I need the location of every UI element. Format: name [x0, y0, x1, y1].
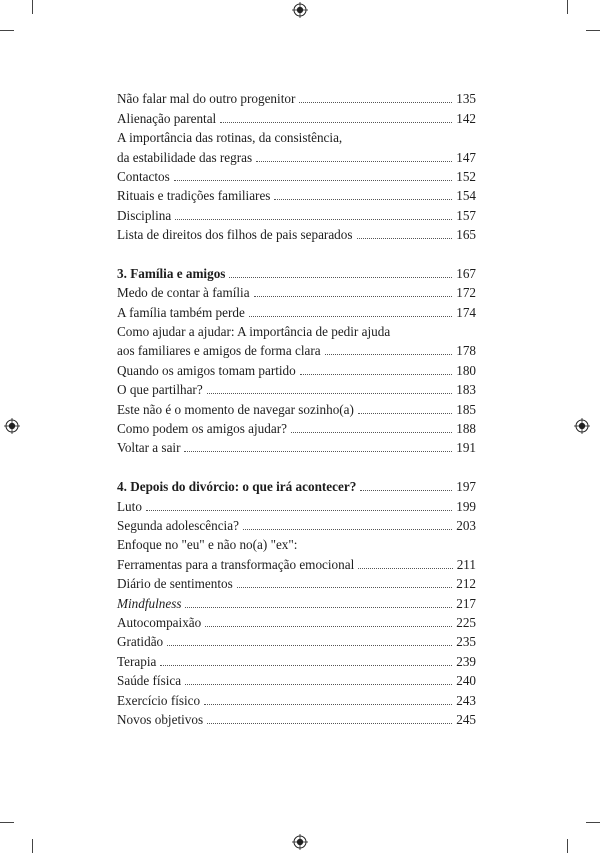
toc-entry[interactable]: [117, 224, 476, 243]
toc-entry[interactable]: [117, 185, 476, 204]
dot-leader: [243, 528, 452, 530]
toc-entry[interactable]: [117, 573, 476, 592]
registration-mark-icon: [292, 834, 308, 850]
toc-entry-title: Disciplina: [117, 207, 172, 223]
toc-entry-title: Exercício físico: [117, 692, 201, 708]
registration-mark-icon: [574, 418, 590, 434]
toc-entry-title: O que partilhar?: [117, 382, 203, 398]
toc-entry-page: 191: [456, 440, 476, 456]
toc-entry[interactable]: [117, 534, 476, 553]
toc-entry-page: 135: [456, 91, 476, 107]
toc-entry-title: Não falar mal do outro progenitor: [117, 91, 296, 107]
toc-entry-page: 235: [456, 634, 476, 650]
section-gap: [117, 243, 476, 262]
toc-entry[interactable]: [117, 127, 476, 146]
toc-entry-page: 197: [456, 479, 476, 495]
toc-entry-title: Luto: [117, 498, 142, 514]
toc-entry-page: 183: [456, 382, 476, 398]
toc-entry-title: Gratidão: [117, 634, 164, 650]
toc-entry[interactable]: [117, 340, 476, 359]
crop-mark-icon: [32, 0, 33, 14]
toc-entry-title: Este não é o momento de navegar sozinho(a): [117, 401, 354, 417]
toc-entry[interactable]: [117, 321, 476, 340]
dot-leader: [325, 353, 453, 355]
toc-entry[interactable]: [117, 437, 476, 456]
table-of-contents: [117, 88, 476, 728]
toc-entry-title: Rituais e tradições familiares: [117, 188, 271, 204]
toc-entry-page: 142: [456, 110, 476, 126]
toc-entry-title: Como ajudar a ajudar: A importância de pedir ajuda: [117, 324, 391, 340]
crop-mark-icon: [567, 839, 568, 853]
dot-leader: [360, 489, 452, 491]
toc-entry[interactable]: [117, 359, 476, 378]
toc-entry-page: 240: [456, 673, 476, 689]
toc-entry-page: 178: [456, 343, 476, 359]
toc-entry-page: 211: [456, 556, 476, 572]
toc-entry[interactable]: [117, 495, 476, 514]
dot-leader: [207, 722, 452, 724]
dot-leader: [249, 315, 452, 317]
crop-mark-icon: [586, 30, 600, 31]
toc-entry-title: A importância das rotinas, da consistência,: [117, 130, 343, 146]
toc-entry-title: Segunda adolescência?: [117, 517, 239, 533]
toc-entry-page: 203: [456, 517, 476, 533]
dot-leader: [220, 121, 452, 123]
toc-entry-page: 199: [456, 498, 476, 514]
dot-leader: [237, 586, 452, 588]
dot-leader: [299, 101, 452, 103]
toc-entry-title: Como podem os amigos ajudar?: [117, 421, 287, 437]
toc-entry[interactable]: [117, 670, 476, 689]
dot-leader: [205, 625, 452, 627]
dot-leader: [184, 450, 452, 452]
toc-entry-page: 172: [456, 285, 476, 301]
crop-mark-icon: [0, 822, 14, 823]
crop-mark-icon: [586, 822, 600, 823]
toc-entry-page: 167: [456, 265, 476, 281]
toc-entry-page: 188: [456, 421, 476, 437]
toc-entry-title: 4. Depois do divórcio: o que irá acontecer?: [117, 479, 357, 495]
crop-mark-icon: [567, 0, 568, 14]
toc-entry[interactable]: [117, 612, 476, 631]
toc-entry-title: Quando os amigos tomam partido: [117, 362, 296, 378]
toc-entry-title: Ferramentas para a transformação emocional: [117, 556, 355, 572]
toc-entry[interactable]: [117, 650, 476, 669]
dot-leader: [274, 198, 452, 200]
toc-entry-title: Voltar a sair: [117, 440, 181, 456]
toc-entry[interactable]: [117, 379, 476, 398]
toc-entry-page: 174: [456, 304, 476, 320]
toc-entry[interactable]: [117, 166, 476, 185]
toc-entry-page: 165: [456, 227, 476, 243]
toc-entry-title: Novos objetivos: [117, 711, 204, 727]
crop-mark-icon: [32, 839, 33, 853]
toc-entry-title: Contactos: [117, 168, 170, 184]
toc-entry-page: 180: [456, 362, 476, 378]
toc-entry-title: Enfoque no "eu" e não no(a) "ex":: [117, 537, 298, 553]
toc-entry-title: da estabilidade das regras: [117, 149, 253, 165]
dot-leader: [357, 237, 453, 239]
toc-entry-page: 185: [456, 401, 476, 417]
toc-chapter-heading[interactable]: [117, 476, 476, 495]
toc-entry[interactable]: [117, 689, 476, 708]
toc-entry-title: Lista de direitos dos filhos de pais separados: [117, 227, 353, 243]
toc-entry-page: 152: [456, 168, 476, 184]
dot-leader: [167, 644, 452, 646]
toc-entry-page: 212: [456, 576, 476, 592]
toc-entry-title: 3. Família e amigos: [117, 265, 226, 281]
dot-leader: [204, 703, 452, 705]
toc-entry[interactable]: [117, 709, 476, 728]
toc-entry-page: 147: [456, 149, 476, 165]
toc-entry-title: Mindfulness: [117, 595, 182, 611]
dot-leader: [256, 160, 452, 162]
toc-entry[interactable]: [117, 515, 476, 534]
dot-leader: [146, 509, 452, 511]
toc-entry-page: 225: [456, 614, 476, 630]
toc-entry-title: A família também perde: [117, 304, 245, 320]
toc-entry[interactable]: [117, 398, 476, 417]
toc-entry-page: 157: [456, 207, 476, 223]
registration-mark-icon: [4, 418, 20, 434]
dot-leader: [174, 179, 452, 181]
toc-entry-title: Alienação parental: [117, 110, 217, 126]
toc-entry[interactable]: [117, 631, 476, 650]
dot-leader: [358, 412, 452, 414]
toc-entry-title: aos familiares e amigos de forma clara: [117, 343, 321, 359]
toc-entry[interactable]: [117, 88, 476, 107]
toc-entry[interactable]: [117, 107, 476, 126]
toc-entry[interactable]: [117, 301, 476, 320]
dot-leader: [160, 664, 452, 666]
crop-mark-icon: [0, 30, 14, 31]
toc-entry-page: 154: [456, 188, 476, 204]
toc-entry-title: Autocompaixão: [117, 614, 202, 630]
toc-entry-page: 243: [456, 692, 476, 708]
toc-entry[interactable]: [117, 282, 476, 301]
toc-entry[interactable]: [117, 592, 476, 611]
dot-leader: [254, 295, 453, 297]
section-gap: [117, 456, 476, 475]
dot-leader: [394, 335, 472, 336]
toc-entry[interactable]: [117, 553, 476, 572]
toc-entry-title: Diário de sentimentos: [117, 576, 233, 592]
dot-leader: [291, 431, 452, 433]
toc-entry-title: Medo de contar à família: [117, 285, 250, 301]
toc-entry-title: Saúde física: [117, 673, 182, 689]
toc-entry-page: 239: [456, 653, 476, 669]
dot-leader: [301, 548, 472, 549]
dot-leader: [175, 218, 452, 220]
dot-leader: [346, 141, 472, 142]
toc-entry-page: 217: [456, 595, 476, 611]
dot-leader: [300, 373, 452, 375]
dot-leader: [185, 683, 452, 685]
toc-entry-page: 245: [456, 711, 476, 727]
toc-entry[interactable]: [117, 418, 476, 437]
toc-chapter-heading[interactable]: [117, 263, 476, 282]
toc-entry[interactable]: [117, 146, 476, 165]
registration-mark-icon: [292, 2, 308, 18]
dot-leader: [358, 567, 452, 569]
dot-leader: [207, 392, 453, 394]
dot-leader: [229, 276, 452, 278]
toc-entry[interactable]: [117, 204, 476, 223]
dot-leader: [185, 606, 452, 608]
toc-entry-title: Terapia: [117, 653, 157, 669]
